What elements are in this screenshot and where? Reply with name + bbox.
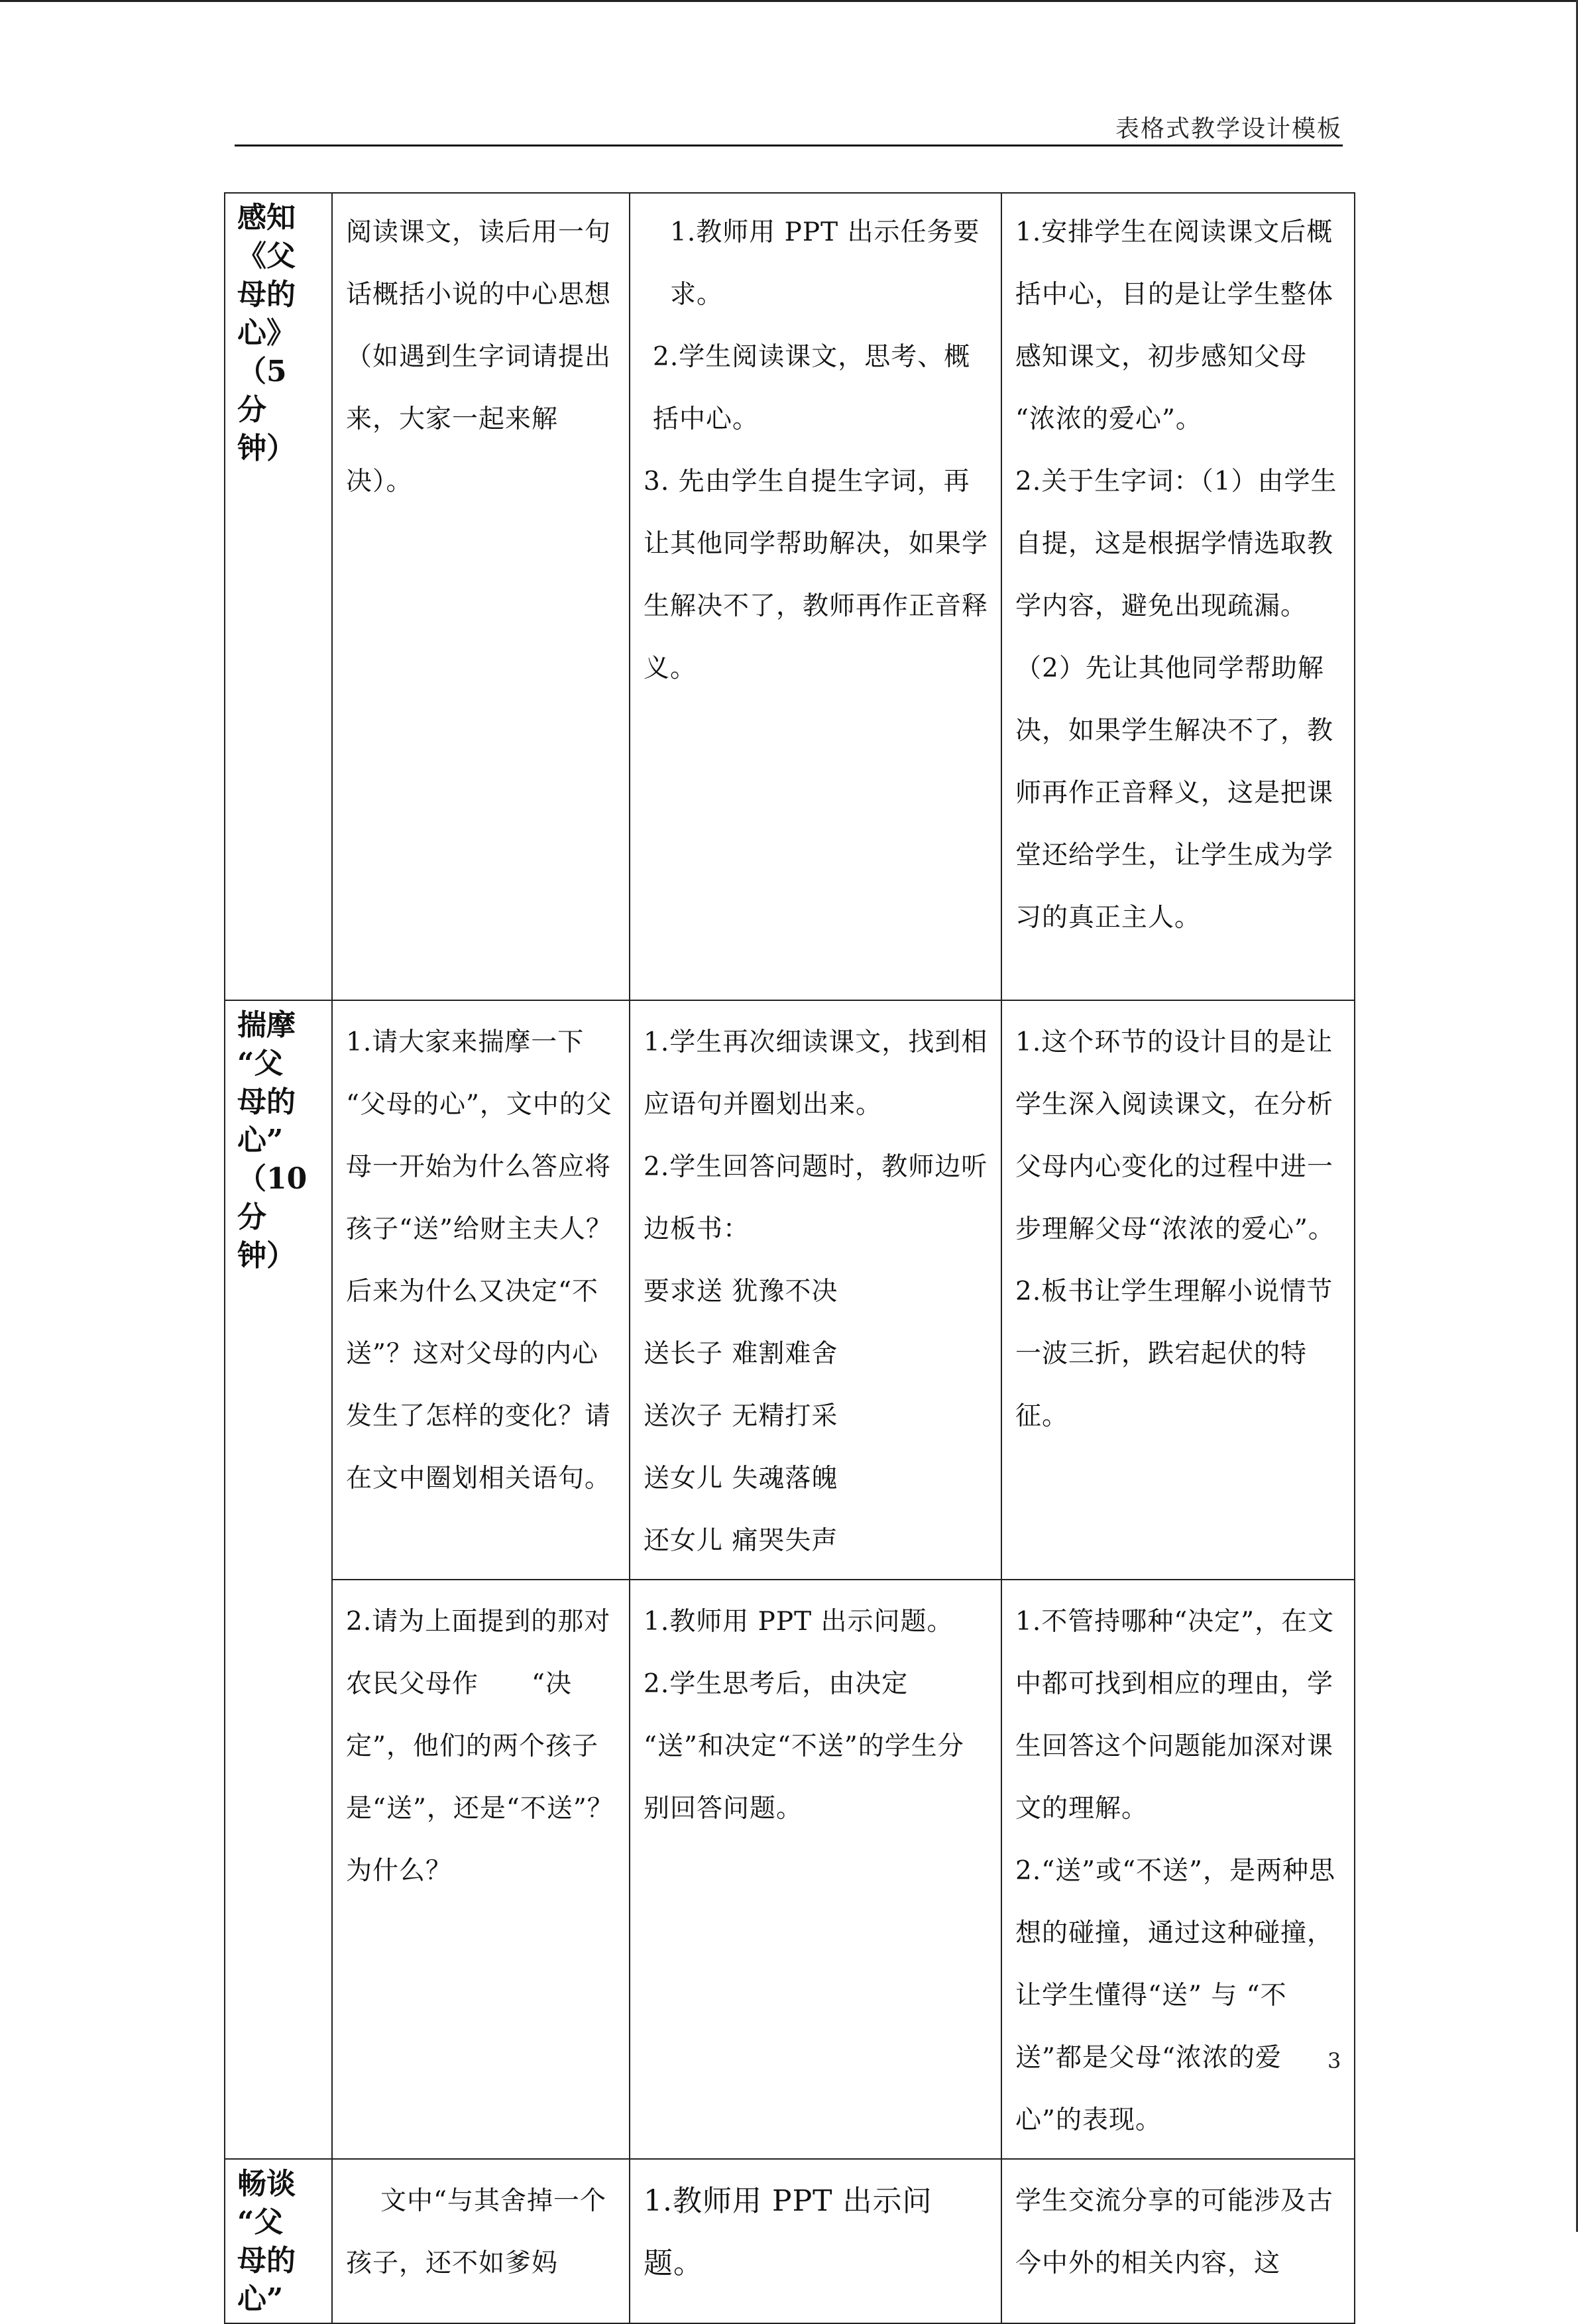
- intent-cell: [1001, 193, 1355, 1000]
- header-rule: [235, 145, 1343, 146]
- table-row: [225, 193, 1355, 1000]
- stage-cell: [225, 1000, 332, 2159]
- stage-line: 揣摩: [237, 1008, 296, 1042]
- stage-line: “父: [237, 1047, 284, 1080]
- intent-cell: [1001, 1580, 1355, 2159]
- stage-line: 母的: [237, 1085, 296, 1119]
- stage-line: 母的: [237, 278, 296, 312]
- stage-line: （10: [237, 1162, 308, 1196]
- board-line: 要求送 犹豫不决: [644, 1277, 838, 1307]
- stage-line: 《父: [237, 239, 296, 273]
- stage-line: “父: [237, 2205, 284, 2239]
- intent-item: 2.关于生字词：（1）由学生自提，这是根据学情选取教学内容，避免出现疏漏。: [1015, 467, 1337, 621]
- table-row: [225, 2159, 1355, 2323]
- process-item: 2.学生思考后，由决定 “送”和决定“不送”的学生分别回答问题。: [644, 1669, 964, 1824]
- process-item: 1.教师用 PPT 出示问题。: [644, 2184, 932, 2280]
- activity-text: 文中“与其舍掉一个孩子，还不如爹妈: [346, 2186, 606, 2278]
- process-item: 2.学生回答问题时，教师边听边板书：: [644, 1152, 988, 1244]
- process-item: 1.教师用 PPT 出示问题。: [644, 1607, 954, 1637]
- stage-line: 心”: [237, 2282, 284, 2316]
- intent-item: 学生交流分享的可能涉及古今中外的相关内容，这: [1015, 2186, 1334, 2278]
- header-title: 表格式教学设计模板: [1115, 115, 1342, 143]
- process-item: 1.教师用 PPT 出示任务要求。: [670, 217, 980, 310]
- intent-item: 1.不管持哪种“决定”，在文中都可找到相应的理由，学生回答这个问题能加深对课文的理解。: [1015, 1607, 1335, 1824]
- board-line: 送长子 难割难舍: [644, 1339, 838, 1369]
- process-item: 1.学生再次细读课文，找到相应语句并圈划出来。: [644, 1027, 988, 1120]
- process-cell: [630, 2159, 1001, 2323]
- intent-item: 2.板书让学生理解小说情节一波三折，跌宕起伏的特征。: [1015, 1277, 1333, 1431]
- process-item: 2.学生阅读课文，思考、概括中心。: [653, 342, 971, 434]
- stage-line: 分: [237, 393, 266, 427]
- process-cell: [630, 193, 1001, 1000]
- table-row: [225, 1000, 1355, 1580]
- stage-line: 分: [237, 1200, 266, 1234]
- activity-cell: [332, 193, 630, 1000]
- stage-line: 心”: [237, 1124, 284, 1157]
- stage-line: 感知: [237, 201, 296, 235]
- stage-cell: [225, 193, 332, 1000]
- activity-cell: [332, 1000, 630, 1580]
- process-cell: [630, 1580, 1001, 2159]
- board-line: 送女儿 失魂落魄: [644, 1464, 838, 1493]
- stage-cell: [225, 2159, 332, 2323]
- activity-text: 阅读课文，读后用一句话概括小说的中心思想（如遇到生字词请提出来，大家一起来解决）。: [346, 217, 612, 496]
- activity-text: 1.请大家来揣摩一下 “父母的心”，文中的父母一开始为什么答应将孩子“送”给财主夫人？后来为什么又决定“不送”？这对父母的内心发生了怎样的变化？请在文中圈划相关语句。: [346, 1027, 612, 1493]
- stage-line: （5: [237, 355, 287, 388]
- stage-line: 畅谈: [237, 2167, 296, 2201]
- page-top-border: [0, 0, 1578, 2]
- intent-item: 1.这个环节的设计目的是让学生深入阅读课文，在分析父母内心变化的过程中进一步理解父母“浓浓的爱心”。: [1015, 1027, 1335, 1244]
- intent-item: 1.安排学生在阅读课文后概括中心，目的是让学生整体感知课文，初步感知父母 “浓浓的爱心”。: [1015, 217, 1334, 434]
- intent-cell: [1001, 1000, 1355, 1580]
- process-item: 3. 先由学生自提生字词，再让其他同学帮助解决，如果学生解决不了，教师再作正音释义。: [644, 467, 989, 683]
- lesson-plan-table: [224, 192, 1355, 2324]
- intent-cell: [1001, 2159, 1355, 2323]
- stage-line: 母的: [237, 2244, 296, 2278]
- table-row: [225, 1580, 1355, 2159]
- board-line: 送次子 无精打采: [644, 1401, 838, 1431]
- intent-item: （2）先让其他同学帮助解决，如果学生解决不了，教师再作正音释义，这是把课堂还给学生，让学生成为学习的真正主人。: [1015, 654, 1334, 933]
- intent-item: 2.“送”或“不送”，是两种思想的碰撞，通过这种碰撞，让学生懂得“送” 与 “不送”都是父母“浓浓的爱心”的表现。: [1015, 1856, 1335, 2135]
- activity-cell: [332, 1580, 630, 2159]
- page-number: 3: [1327, 2048, 1341, 2073]
- board-line: 还女儿 痛哭失声: [644, 1526, 838, 1556]
- process-cell: [630, 1000, 1001, 1580]
- stage-line: 心》: [237, 316, 296, 350]
- activity-cell: [332, 2159, 630, 2323]
- activity-text: 2.请为上面提到的那对农民父母作 “决定”，他们的两个孩子是“送”，还是“不送”？为什么？: [346, 1607, 614, 1886]
- stage-line: 钟）: [237, 1239, 296, 1273]
- stage-line: 钟）: [237, 432, 296, 465]
